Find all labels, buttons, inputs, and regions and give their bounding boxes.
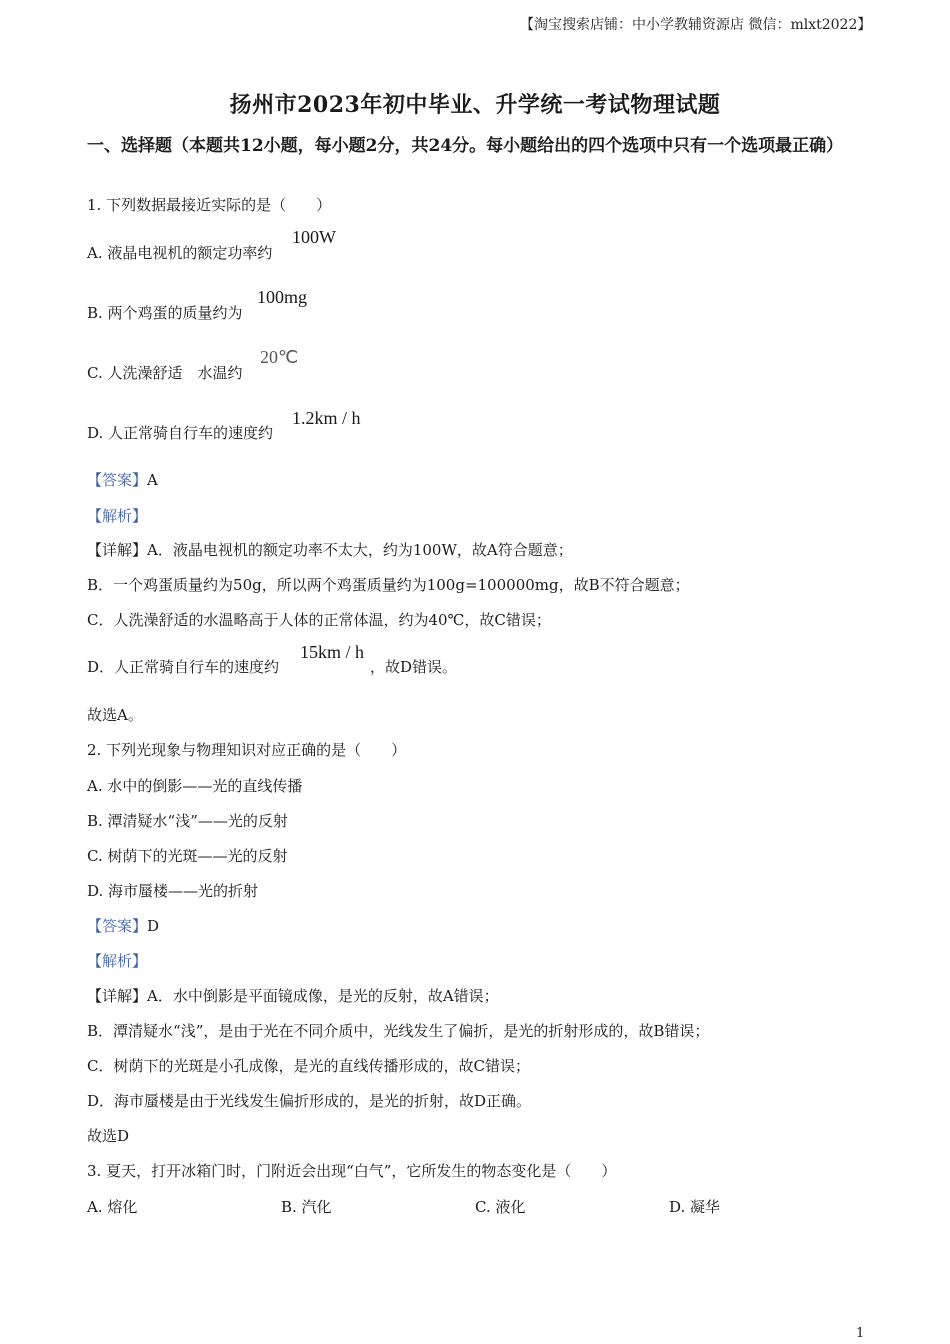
detail-label: 【详解】 xyxy=(87,987,148,1005)
header-note: 【淘宝搜索店铺：中小学教辅资源店 微信：mlxt2022】 xyxy=(520,17,872,33)
document-title: 扬州市2023年初中毕业、升学统一考试物理试题 xyxy=(229,92,721,118)
section-heading: 一、选择题（本题共12小题，每小题2分，共24分。每小题给出的四个选项中只有一个选项最正确） xyxy=(87,136,844,156)
q2-stem: 2. 下列光现象与物理知识对应正确的是（ ） xyxy=(87,741,407,759)
q1-option-a: A. 液晶电视机的额定功率约 xyxy=(87,244,273,262)
q1-option-c: C. 人洗澡舒适 水温约 xyxy=(87,364,243,382)
q2-detail-b: B．潭清疑水“浅”，是由于光在不同介质中，光线发生了偏折，是光的折射形成的，故B错误； xyxy=(87,1022,710,1040)
q1-option-d: D. 人正常骑自行车的速度约 xyxy=(87,424,274,442)
q2-option-c: C. 树荫下的光斑——光的反射 xyxy=(87,847,288,865)
q2-option-b: B. 潭清疑水“浅”——光的反射 xyxy=(87,812,288,830)
q2-detail-c: C．树荫下的光斑是小孔成像，是光的直线传播形成的，故C错误； xyxy=(87,1057,530,1075)
q2-detail-a-text: A．水中倒影是平面镜成像，是光的反射，故A错误； xyxy=(147,987,499,1005)
q1-detail-b: B．一个鸡蛋质量约为50g，所以两个鸡蛋质量约为100g=100000mg，故B不符合题意； xyxy=(87,576,690,594)
q3-option-a: A. 熔化 xyxy=(87,1198,138,1216)
q2-detail-d: D．海市蜃楼是由于光线发生偏折形成的，是光的折射，故D正确。 xyxy=(87,1092,532,1110)
q1-detail-a xyxy=(87,540,573,560)
q2-conclusion: 故选D xyxy=(87,1127,130,1145)
q3-option-d: D. 凝华 xyxy=(669,1198,721,1216)
q1-detail-d-value: 15km / h xyxy=(300,642,365,662)
q3-stem: 3. 夏天，打开冰箱门时，门附近会出现“白气”，它所发生的物态变化是（ ） xyxy=(87,1162,617,1180)
answer-label: 【答案】 xyxy=(87,917,148,935)
q1-detail-d: D．人正常骑自行车的速度约 xyxy=(87,658,280,676)
answer-label: 【答案】 xyxy=(87,471,148,489)
page-number: 1 xyxy=(856,1326,865,1341)
q1-analysis-label: 【解析】 xyxy=(87,507,148,525)
q1-stem: 1. 下列数据最接近实际的是（ ） xyxy=(87,196,332,214)
q3-option-c: C. 液化 xyxy=(475,1198,526,1216)
q2-answer xyxy=(87,916,159,936)
q2-detail-a xyxy=(87,986,499,1006)
q2-answer-value: D xyxy=(147,917,160,935)
detail-label: 【详解】 xyxy=(87,541,148,559)
q2-option-a: A. 水中的倒影——光的直线传播 xyxy=(87,777,303,795)
q1-option-a-value: 100W xyxy=(292,227,336,247)
q1-answer xyxy=(87,470,158,490)
q1-conclusion: 故选A。 xyxy=(87,706,143,724)
q1-detail-a-text: A．液晶电视机的额定功率不太大，约为100W，故A符合题意； xyxy=(147,541,573,559)
q1-option-c-value: 20℃ xyxy=(260,347,299,367)
q2-option-d: D. 海市蜃楼——光的折射 xyxy=(87,882,259,900)
q2-analysis-label: 【解析】 xyxy=(87,952,148,970)
q3-option-b: B. 汽化 xyxy=(281,1198,332,1216)
q1-option-d-value: 1.2km / h xyxy=(292,408,361,428)
q1-detail-c: C．人洗澡舒适的水温略高于人体的正常体温，约为40℃，故C错误； xyxy=(87,611,551,629)
q1-answer-value: A xyxy=(147,471,158,489)
q1-option-b-value: 100mg xyxy=(257,287,308,307)
q1-detail-d-post: ，故D错误。 xyxy=(370,658,458,676)
q1-option-b: B. 两个鸡蛋的质量约为 xyxy=(87,304,243,322)
